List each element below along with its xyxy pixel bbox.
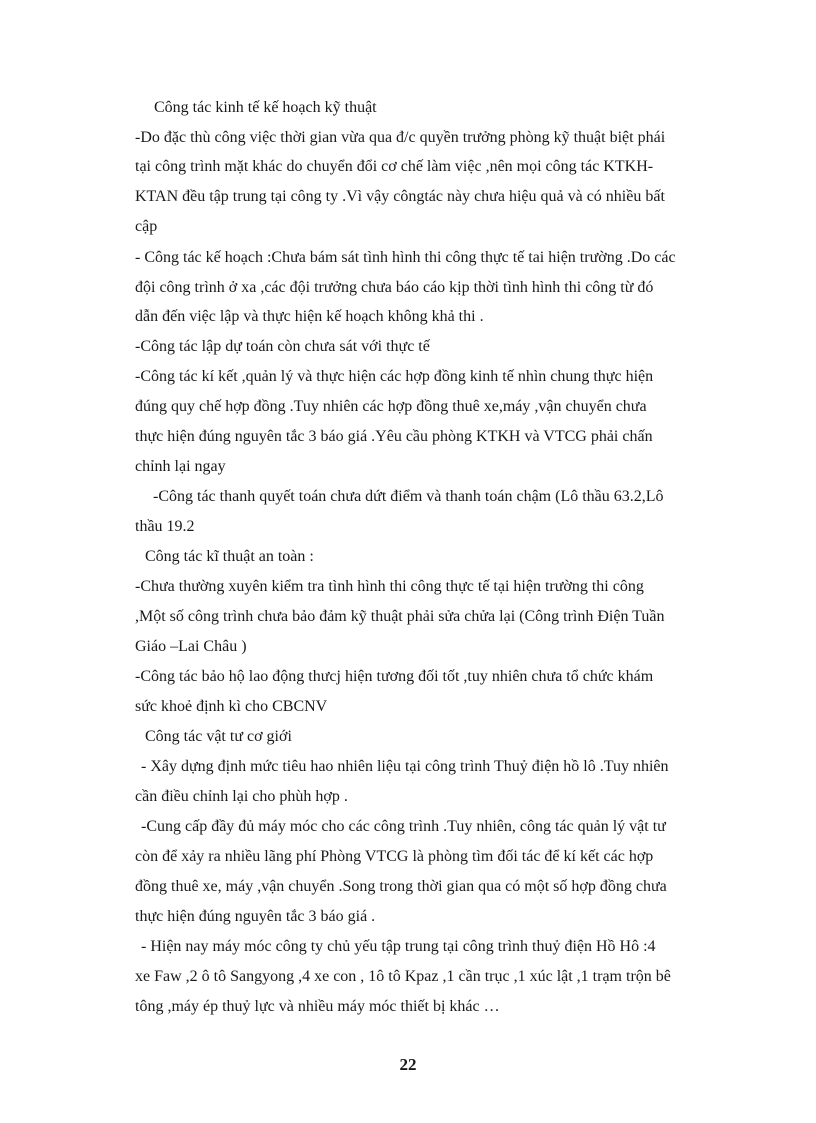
text-line: thầu 19.2	[135, 518, 195, 535]
text-line: KTAN đều tập trung tại công ty .Vì vậy côngtác này chưa hiệu quả và có nhiều bất	[135, 188, 665, 205]
text-line: sức khoẻ định kì cho CBCNV	[135, 698, 328, 715]
text-line: Công tác kinh tế kế hoạch kỹ thuật	[154, 99, 377, 116]
text-line: cập	[135, 218, 158, 235]
page-number: 22	[399, 1055, 417, 1074]
text-line: Giáo –Lai Châu )	[135, 638, 247, 655]
text-line: -Công tác lập dự toán còn chưa sát với thực tế	[135, 338, 430, 355]
text-line: -Do đặc thù công việc thời gian vừa qua đ/c quyền trưởng phòng kỹ thuật biệt phái	[135, 129, 666, 146]
text-line: -Công tác thanh quyết toán chưa dứt điểm và thanh toán chậm (Lô thầu 63.2,Lô	[153, 488, 664, 505]
text-line: -Cung cấp đầy đủ máy móc cho các công trình .Tuy nhiên, công tác quản lý vật tư	[141, 818, 666, 835]
text-line: đồng thuê xe, máy ,vận chuyển .Song trong thời gian qua có một số hợp đồng chưa	[135, 878, 667, 895]
text-line: -Chưa thường xuyên kiểm tra tình hình thi công thực tế tại hiện trường thi công	[135, 578, 644, 595]
text-line: -Công tác bảo hộ lao động thưcj hiện tương đối tốt ,tuy nhiên chưa tổ chức khám	[135, 668, 654, 685]
text-line: còn để xảy ra nhiều lãng phí Phòng VTCG là phòng tìm đối tác để kí kết các hợp	[135, 848, 654, 865]
text-line: tại công trình mặt khác do chuyển đổi cơ chế làm việc ,nên mọi công tác KTKH-	[135, 158, 654, 175]
text-line: - Công tác kế hoạch :Chưa bám sát tình hình thi công thực tế tai hiện trường .Do các	[135, 249, 676, 266]
text-line: dẫn đến việc lập và thực hiện kế hoạch không khả thi .	[135, 308, 484, 325]
text-line: thực hiện đúng nguyên tắc 3 báo giá .Yêu cầu phòng KTKH và VTCG phải chấn	[135, 428, 653, 445]
text-line: tông ,máy ép thuỷ lực và nhiều máy móc thiết bị khác …	[135, 998, 500, 1015]
text-line: chỉnh lại ngay	[135, 458, 226, 475]
section-heading: Công tác kĩ thuật an toàn :	[145, 548, 314, 565]
text-line: - Hiện nay máy móc công ty chủ yếu tập trung tại công trình thuỷ điện Hồ Hô :4	[141, 938, 656, 955]
text-line: xe Faw ,2 ô tô Sangyong ,4 xe con , 1ô tô Kpaz ,1 cần trục ,1 xúc lật ,1 trạm trộn bê	[135, 968, 671, 985]
text-line: thực hiện đúng nguyên tắc 3 báo giá .	[135, 908, 376, 925]
text-line: - Xây dựng định mức tiêu hao nhiên liệu tại công trình Thuỷ điện hồ lô .Tuy nhiên	[141, 758, 669, 775]
text-line: đội công trình ở xa ,các đội trưởng chưa báo cáo kịp thời tình hình thi công từ đó	[135, 279, 654, 296]
text-line: ,Một số công trình chưa bảo đảm kỹ thuật phải sửa chửa lại (Công trình Điện Tuần	[135, 608, 665, 625]
section-heading: Công tác vật tư cơ giới	[145, 728, 292, 745]
text-line: -Công tác kí kết ,quản lý và thực hiện các hợp đồng kinh tế nhìn chung thực hiện	[135, 368, 654, 385]
text-line: đúng quy chế hợp đồng .Tuy nhiên các hợp đồng thuê xe,máy ,vận chuyển chưa	[135, 398, 647, 415]
text-line: cần điều chỉnh lại cho phùh hợp .	[135, 788, 348, 805]
